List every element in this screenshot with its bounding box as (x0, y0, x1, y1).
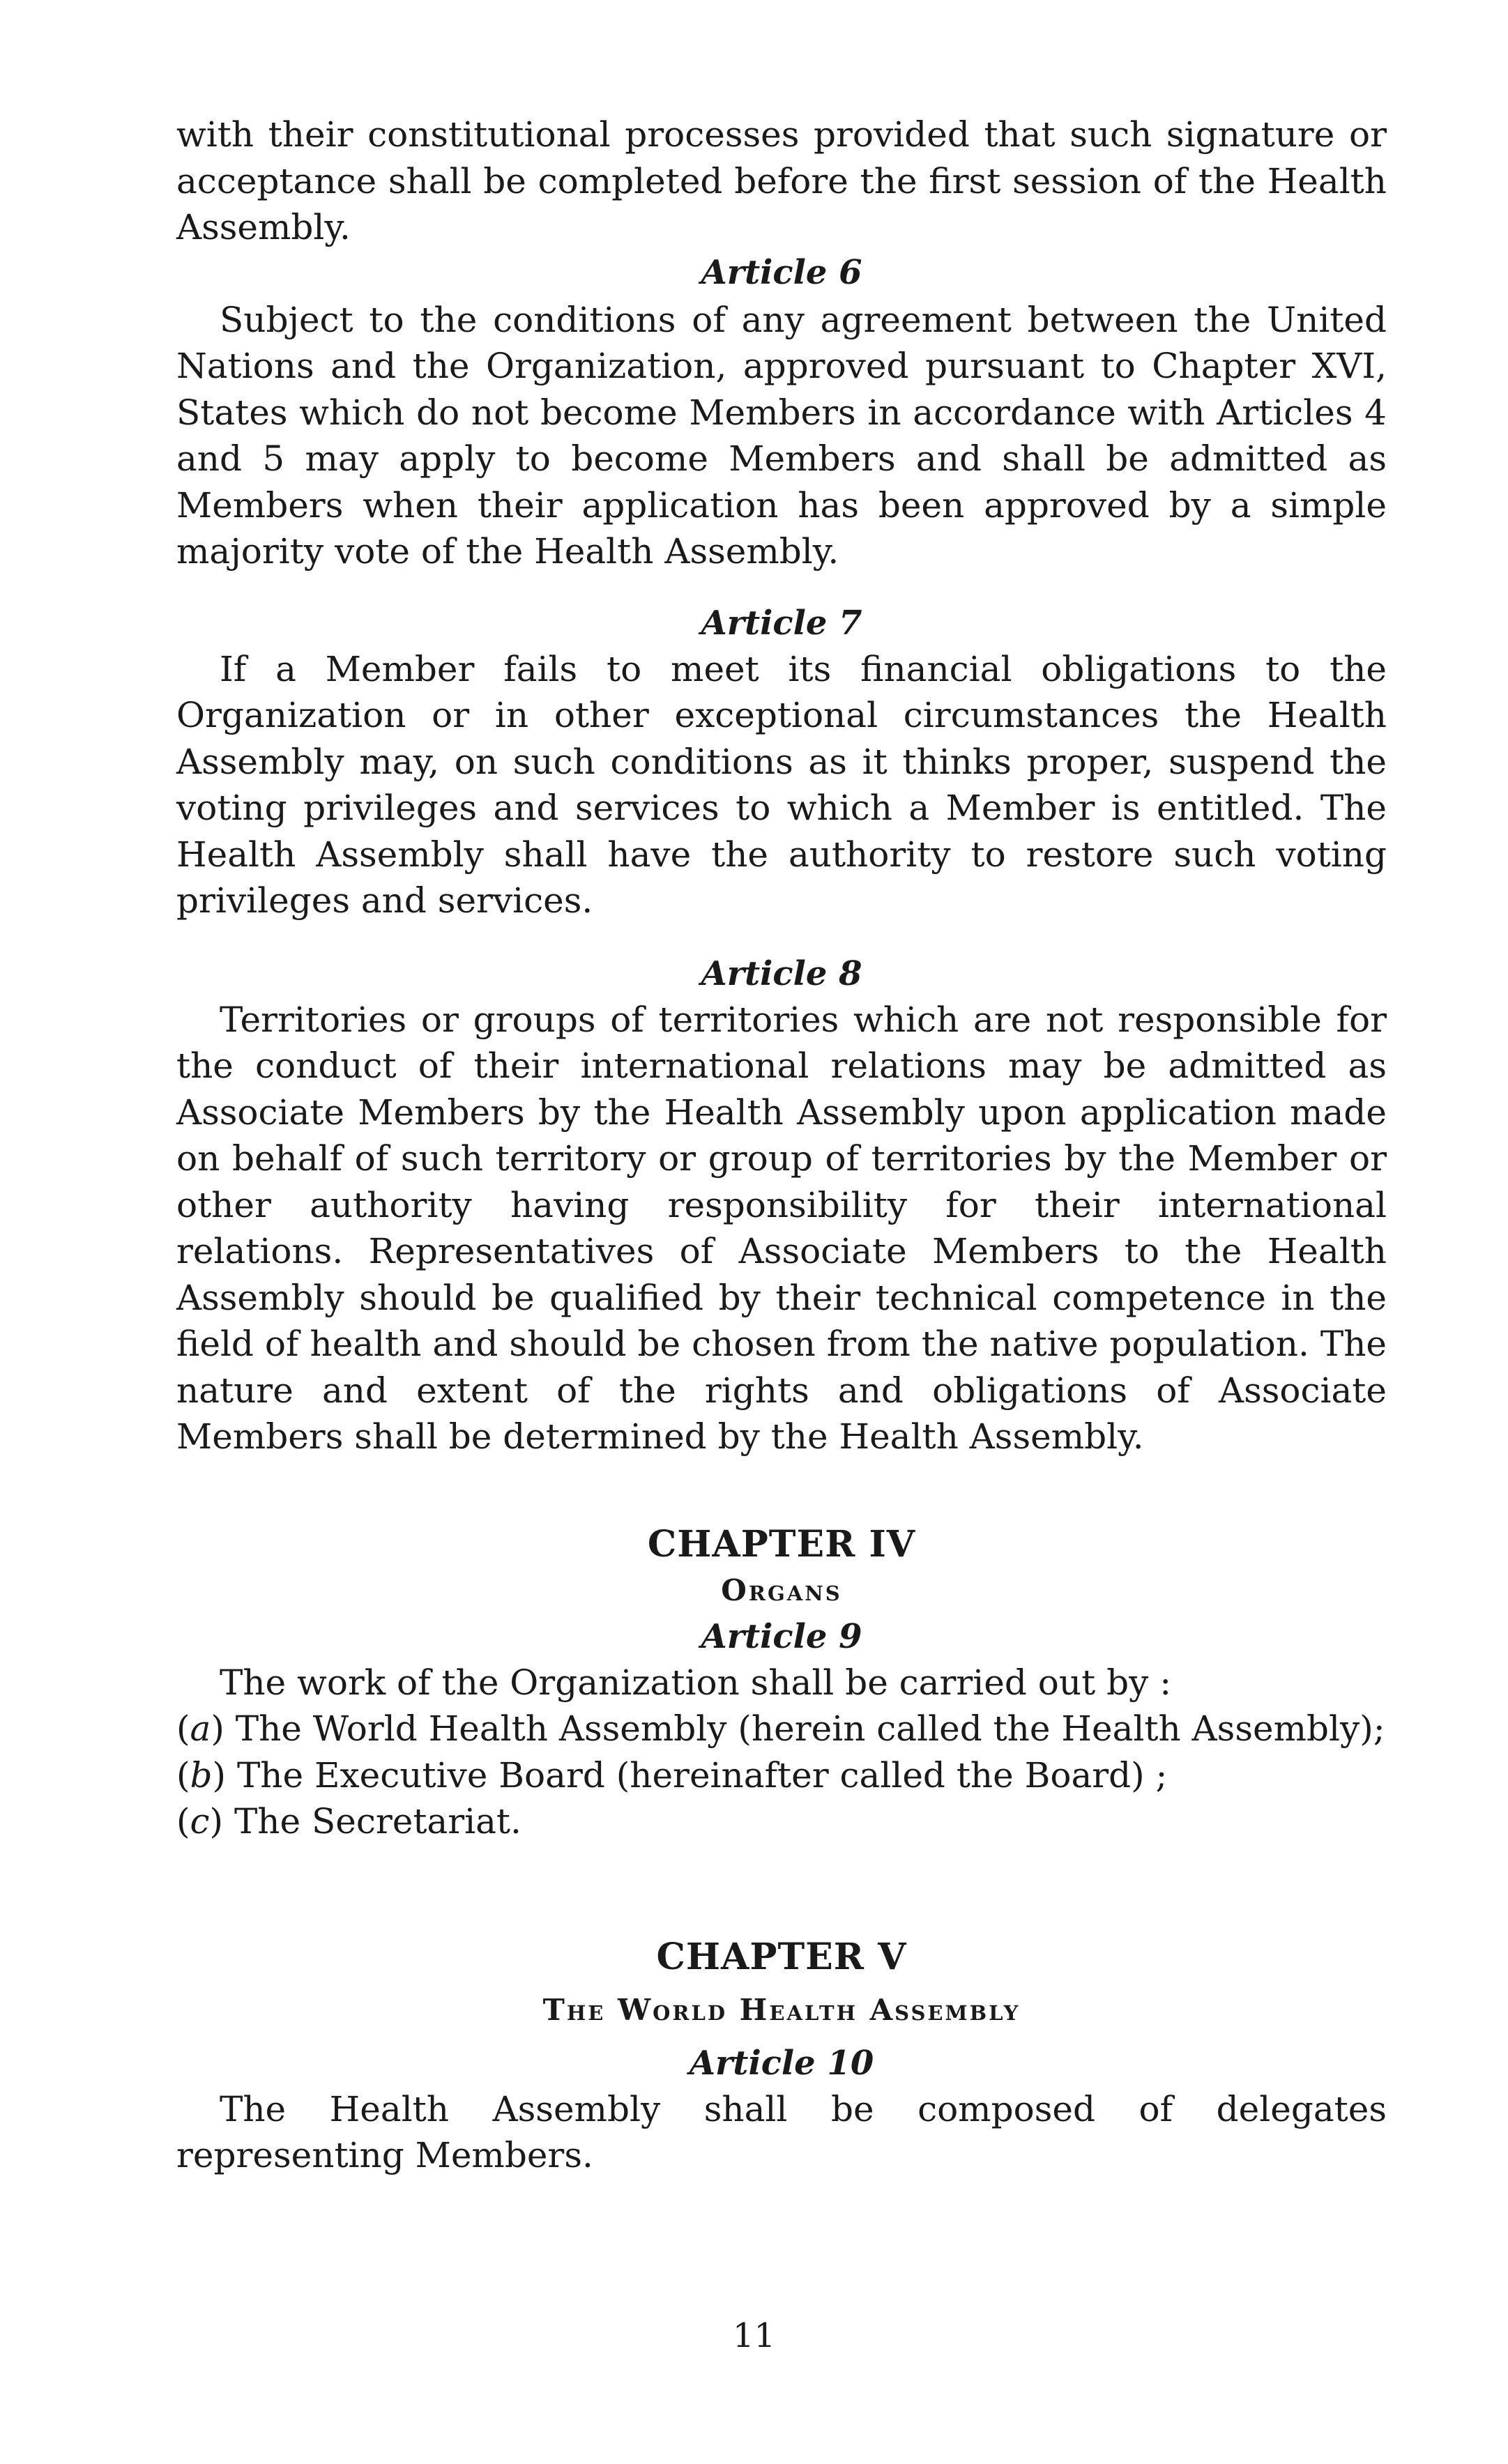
article-10-text: The Health Assembly shall be composed of delegates representing Members. (176, 2088, 1387, 2175)
chapter-5-title: CHAPTER V (656, 1935, 907, 1978)
article-9-intro: The work of the Organization shall be carried out by : (220, 1662, 1172, 1703)
list-item-b (176, 1752, 1387, 1799)
page-number: 11 (732, 2316, 776, 2355)
document-page (176, 112, 1387, 2179)
article-8-title: Article 8 (701, 954, 862, 993)
article-7-text: If a Member fails to meet its financial obligations to the Organization or in other exceptional circumstances the Health Assembly may, on such conditions as it thinks proper, suspend the voting privileges and services to which a Member is entitled. The Health Assembly shall have the authority to restore such voting privileges and services. (176, 648, 1387, 921)
article-7-title: Article 7 (701, 603, 862, 643)
list-marker-b: (b) (176, 1754, 227, 1796)
article-10-title: Article 10 (689, 2043, 874, 2083)
article-9-title: Article 9 (701, 1616, 862, 1656)
list-marker-a: (a) (176, 1708, 224, 1749)
continuation-paragraph: with their constitutional processes provided that such signature or acceptance shall be completed before the first session of the Health Assembly. (176, 114, 1387, 247)
chapter-4-title: CHAPTER IV (647, 1522, 916, 1566)
chapter-5-subtitle: The World Health Assembly (542, 1992, 1021, 2027)
article-6-title: Article 6 (701, 252, 862, 292)
article-9-list (176, 1706, 1387, 1845)
list-text-c: The Secretariat. (234, 1801, 521, 1842)
list-text-b: The Executive Board (hereinafter called the Board) ; (236, 1754, 1168, 1796)
list-text-a: The World Health Assembly (herein called the Health Assembly); (235, 1708, 1385, 1749)
list-marker-c: (c) (176, 1801, 224, 1842)
list-item-c (176, 1798, 1387, 1845)
article-6-text: Subject to the conditions of any agreement between the United Nations and the Organization, approved pursuant to Chapter XVI, States which do not become Members in accordance with Articles 4 and 5 may apply to become Members and shall be admitted as Members when their application has been approved by a simple majority vote of the Health Assembly. (176, 299, 1387, 572)
list-item-a (176, 1706, 1387, 1752)
article-8-text: Territories or groups of territories which are not responsible for the conduct of their international relations may be admitted as Associate Members by the Health Assembly upon application made on behalf of such territory or group of territories by the Member or other authority having responsibility for their international relations. Representatives of Associate Members to the Health Assembly should be qualified by their technical competence in the field of health and should be chosen from the native population. The nature and extent of the rights and obligations of Associate Members shall be determined by the Health Assembly. (176, 999, 1387, 1457)
chapter-4-subtitle: Organs (721, 1572, 842, 1607)
